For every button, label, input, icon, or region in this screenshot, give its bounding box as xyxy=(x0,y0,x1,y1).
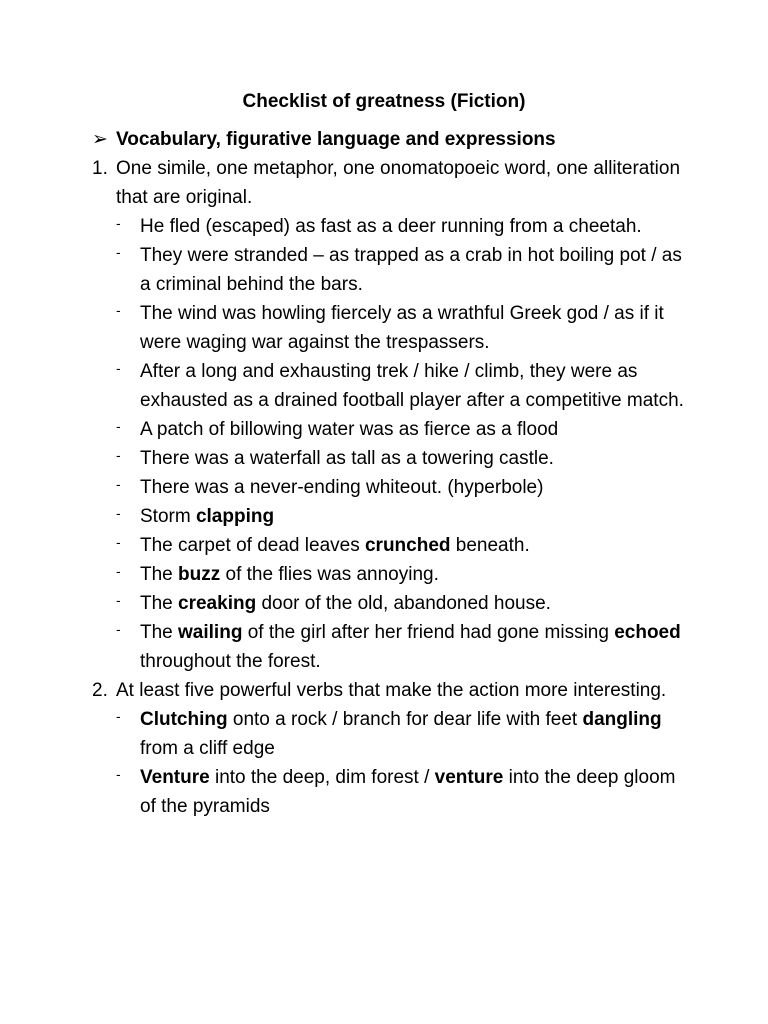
emphasized-word: creaking xyxy=(178,593,257,614)
bullet-text: Storm xyxy=(140,506,196,527)
emphasized-word: echoed xyxy=(614,622,681,643)
section-heading xyxy=(92,125,692,154)
example-bullet xyxy=(92,705,692,763)
checklist-item xyxy=(92,676,692,705)
arrow-bullet-icon: ➢ xyxy=(92,129,108,150)
bullet-text: They were stranded – as trapped as a crab in hot boiling pot / as a criminal behind the bars. xyxy=(140,245,682,295)
bullet-text: The wind was howling fiercely as a wrathful Greek god / as if it were waging war against the trespassers. xyxy=(140,303,664,353)
emphasized-word: buzz xyxy=(178,564,221,585)
bullet-text: The xyxy=(140,593,179,614)
example-bullet xyxy=(92,473,692,502)
example-bullet xyxy=(92,415,692,444)
emphasized-word: venture xyxy=(434,767,504,788)
bullet-text: of the flies was annoying. xyxy=(220,564,439,585)
dash-bullet-icon: - xyxy=(116,418,121,434)
bullet-text: into the deep, dim forest / xyxy=(209,767,435,788)
emphasized-word: clapping xyxy=(195,506,275,527)
bullet-text: from a cliff edge xyxy=(140,738,275,759)
bullet-text: He fled (escaped) as fast as a deer running from a cheetah. xyxy=(140,216,642,237)
dash-bullet-icon: - xyxy=(116,244,121,260)
dash-bullet-icon: - xyxy=(116,766,121,782)
dash-bullet-icon: - xyxy=(116,708,121,724)
bullet-text: A patch of billowing water was as fierce as a flood xyxy=(140,419,559,440)
dash-bullet-icon: - xyxy=(116,563,121,579)
bullet-text: throughout the forest. xyxy=(140,651,321,672)
dash-bullet-icon: - xyxy=(116,215,121,231)
item-number: 2. xyxy=(92,680,108,701)
dash-bullet-icon: - xyxy=(116,476,121,492)
emphasized-word: wailing xyxy=(178,622,243,643)
example-bullet xyxy=(92,763,692,821)
example-bullet xyxy=(92,560,692,589)
emphasized-word: Venture xyxy=(140,767,210,788)
checklist-item xyxy=(92,154,692,212)
example-bullet xyxy=(92,241,692,299)
emphasized-word: Clutching xyxy=(140,709,228,730)
dash-bullet-icon: - xyxy=(116,505,121,521)
item-text: At least five powerful verbs that make the action more interesting. xyxy=(116,680,667,701)
bullet-text: There was a never-ending whiteout. (hyperbole) xyxy=(140,477,544,498)
emphasized-word: crunched xyxy=(364,535,451,556)
bullet-text: The xyxy=(140,622,179,643)
bullet-text: The xyxy=(140,564,179,585)
bullet-text: door of the old, abandoned house. xyxy=(256,593,551,614)
bullet-text: onto a rock / branch for dear life with feet xyxy=(227,709,583,730)
checklist xyxy=(92,154,692,821)
dash-bullet-icon: - xyxy=(116,534,121,550)
section-heading-text: Vocabulary, figurative language and expressions xyxy=(116,129,556,150)
example-bullet xyxy=(92,357,692,415)
page-title: Checklist of greatness (Fiction) xyxy=(242,91,526,112)
bullet-text: into the deep gloom of the pyramids xyxy=(140,767,676,817)
bullet-text: of the girl after her friend had gone missing xyxy=(242,622,615,643)
example-bullet xyxy=(92,618,692,676)
item-number: 1. xyxy=(92,158,108,179)
bullet-text: After a long and exhausting trek / hike / climb, they were as exhausted as a drained football player after a competitive match. xyxy=(140,361,684,411)
example-bullet xyxy=(92,299,692,357)
emphasized-word: dangling xyxy=(582,709,662,730)
dash-bullet-icon: - xyxy=(116,621,121,637)
example-bullet xyxy=(92,212,692,241)
bullet-text: There was a waterfall as tall as a towering castle. xyxy=(140,448,554,469)
dash-bullet-icon: - xyxy=(116,447,121,463)
dash-bullet-icon: - xyxy=(116,592,121,608)
example-bullet xyxy=(92,444,692,473)
example-bullet xyxy=(92,502,692,531)
dash-bullet-icon: - xyxy=(116,302,121,318)
item-text: One simile, one metaphor, one onomatopoeic word, one alliteration that are original. xyxy=(116,158,681,208)
example-bullet xyxy=(92,531,692,560)
example-bullet xyxy=(92,589,692,618)
dash-bullet-icon: - xyxy=(116,360,121,376)
bullet-text: The carpet of dead leaves xyxy=(140,535,365,556)
bullet-text: beneath. xyxy=(450,535,530,556)
